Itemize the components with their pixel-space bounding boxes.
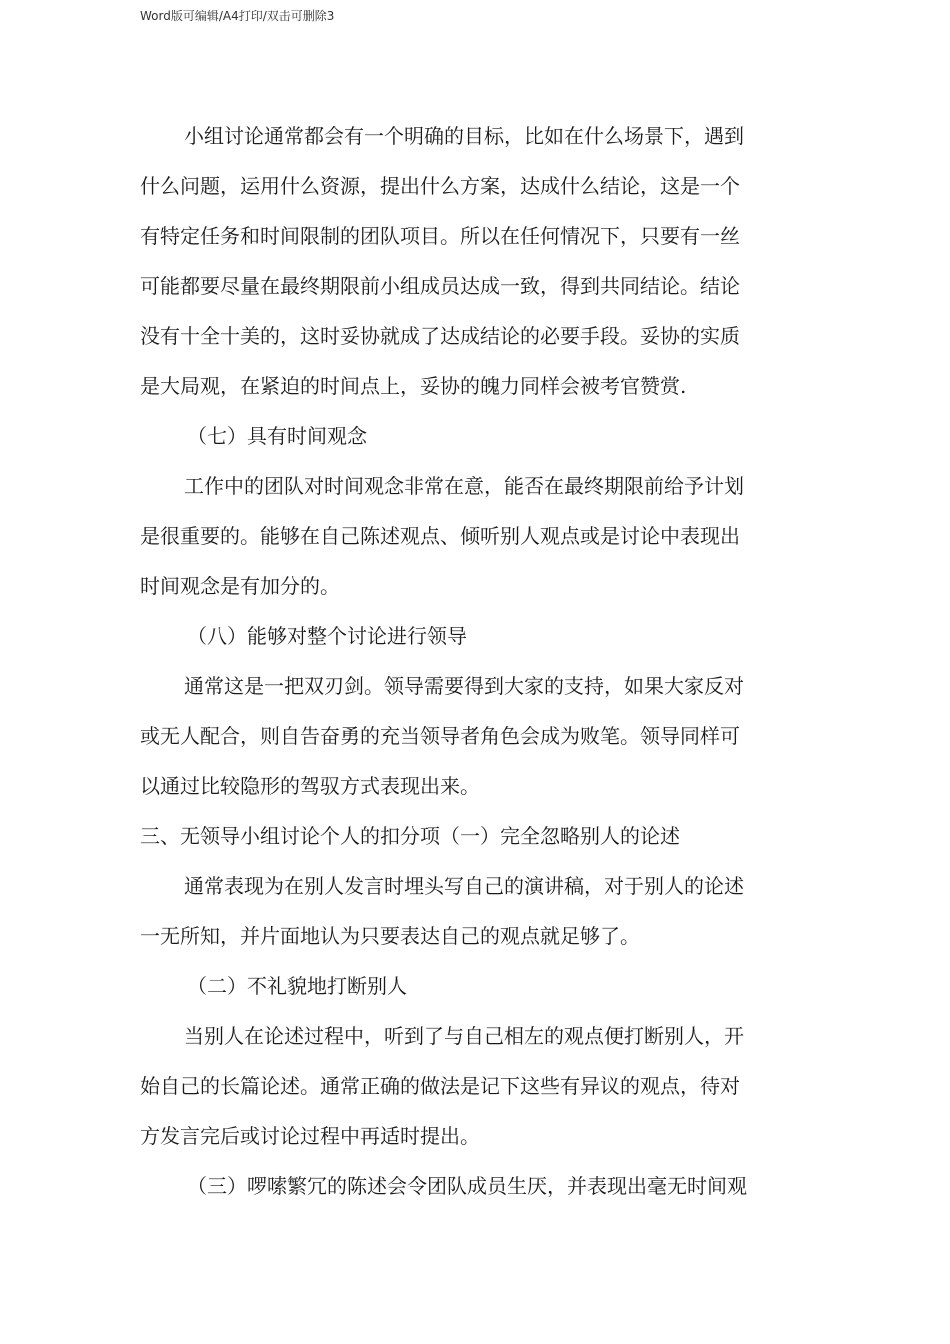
paragraph: [140, 1161, 820, 1211]
paragraph: [140, 411, 820, 461]
text-line: 没有十全十美的，这时妥协就成了达成结论的必要手段。妥协的实质: [140, 324, 740, 348]
text-line: （二）不礼貌地打断别人: [187, 974, 407, 998]
text-line: （三）啰嗦繁冗的陈述会令团队成员生厌，并表现出毫无时间观: [187, 1174, 747, 1198]
text-line: 一无所知，并片面地认为只要表达自己的观点就足够了。: [140, 924, 640, 948]
text-line: 是很重要的。能够在自己陈述观点、倾听别人观点或是讨论中表现出: [140, 524, 740, 548]
paragraph: [140, 461, 820, 611]
text-line: 是大局观，在紧迫的时间点上，妥协的魄力同样会被考官赞赏.: [140, 374, 687, 398]
text-line: 或无人配合，则自告奋勇的充当领导者角色会成为败笔。领导同样可: [140, 724, 740, 748]
text-line: 什么问题，运用什么资源，提出什么方案，达成什么结论，这是一个: [140, 174, 740, 198]
text-line: 通常这是一把双刃剑。领导需要得到大家的支持，如果大家反对: [184, 674, 744, 698]
text-line: 有特定任务和时间限制的团队项目。所以在任何情况下，只要有一丝: [140, 224, 740, 248]
paragraph: [140, 811, 820, 861]
paragraph: [140, 611, 820, 661]
text-line: 当别人在论述过程中，听到了与自己相左的观点便打断别人，开: [184, 1024, 744, 1048]
document-body: [140, 111, 820, 1211]
text-line: 以通过比较隐形的驾驭方式表现出来。: [140, 774, 480, 798]
text-line: （八）能够对整个讨论进行领导: [187, 624, 467, 648]
paragraph: [140, 1011, 820, 1161]
text-line: 工作中的团队对时间观念非常在意，能否在最终期限前给予计划: [184, 474, 744, 498]
paragraph: [140, 111, 820, 411]
text-line: 方发言完后或讨论过程中再适时提出。: [140, 1124, 480, 1148]
text-line: 通常表现为在别人发言时埋头写自己的演讲稿，对于别人的论述: [184, 874, 744, 898]
text-line: 小组讨论通常都会有一个明确的目标，比如在什么场景下，遇到: [184, 124, 744, 148]
text-line: 三、无领导小组讨论个人的扣分项（一）完全忽略别人的论述: [140, 824, 680, 848]
page-header: Word版可编辑/A4打印/双击可删除3: [140, 9, 335, 23]
paragraph: [140, 961, 820, 1011]
paragraph: [140, 861, 820, 961]
text-line: （七）具有时间观念: [187, 424, 367, 448]
text-line: 始自己的长篇论述。通常正确的做法是记下这些有异议的观点，待对: [140, 1074, 740, 1098]
paragraph: [140, 661, 820, 811]
text-line: 时间观念是有加分的。: [140, 574, 340, 598]
text-line: 可能都要尽量在最终期限前小组成员达成一致，得到共同结论。结论: [140, 274, 740, 298]
